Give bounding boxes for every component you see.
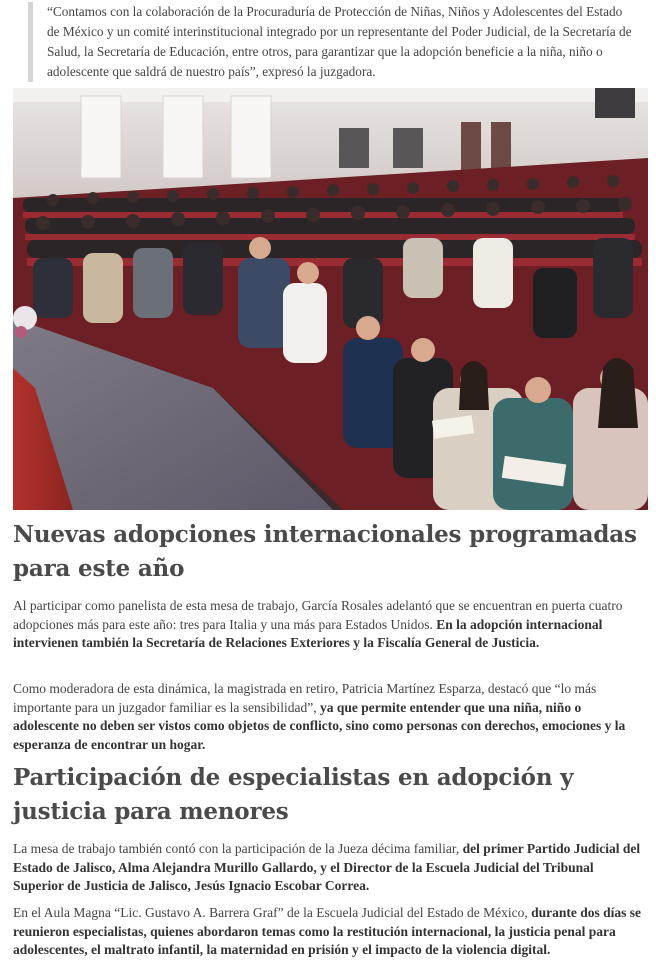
paragraph-bold-text: ya que permite entender que una niña, niño o adolescente no deben ser vistos como objetos de conflicto, sino como personas con derechos, emociones y la esperanza de encontrar un hogar. <box>13 699 626 752</box>
section-heading-especialistas: Participación de especialistas en adopción y justicia para menores <box>13 764 574 825</box>
paragraph-bold-text: durante dos días se reunieron especialistas, quienes abordaron temas como la restitución internacional, la justicia penal para adolescentes, el maltrato infantil, la maternidad en prisión y el impacto de la violencia digital. <box>13 905 641 957</box>
paragraph-especialistas-2 <box>13 904 643 960</box>
paragraph-adopciones-1 <box>13 597 643 653</box>
paragraph-plain-text: Como moderadora de esta dinámica, la magistrada en retiro, Patricia Martínez Esparza, destacó que “lo más importante para un juzgador familiar es la sensibilidad”, <box>13 681 597 715</box>
auditorium-photo <box>13 88 648 510</box>
paragraph-plain-text: En el Aula Magna “Lic. Gustavo A. Barrera Graf” de la Escuela Judicial del Estado de México, <box>13 905 532 920</box>
paragraph-especialistas-1 <box>13 840 643 896</box>
paragraph-plain-text: La mesa de trabajo también contó con la participación de la Jueza décima familiar, <box>13 841 463 856</box>
paragraph-plain-text: Al participar como panelista de esta mesa de trabajo, García Rosales adelantó que se encuentran en puerta cuatro adopciones más para este año: tres para Italia y una más para Estados Unidos. <box>13 598 623 632</box>
paragraph-bold-text: En la adopción internacional intervienen también la Secretaría de Relaciones Exteriores y la Fiscalía General de Justicia. <box>13 616 603 650</box>
pull-quote-text: “Contamos con la colaboración de la Procuraduría de Protección de Niñas, Niños y Adolescentes del Estado de México y un comité interinstitucional integrado por un representante del Poder Judicial, de la Secretaría de Salud, la Secretaría de Educación, entre otros, para garantizar que la adopción beneficie a la niña, niño o adolescente que saldrá de nuestro país”, expresó la juzgadora. <box>47 4 632 79</box>
section-heading-adopciones: Nuevas adopciones internacionales programadas para este año <box>13 521 637 582</box>
pull-quote <box>28 2 638 82</box>
paragraph-adopciones-2 <box>13 680 643 754</box>
paragraph-bold-text: del primer Partido Judicial del Estado de Jalisco, Alma Alejandra Murillo Gallardo, y el Director de la Escuela Judicial del Tribunal Superior de Justicia de Jalisco, Jesús Ignacio Escobar Correa. <box>13 841 641 893</box>
